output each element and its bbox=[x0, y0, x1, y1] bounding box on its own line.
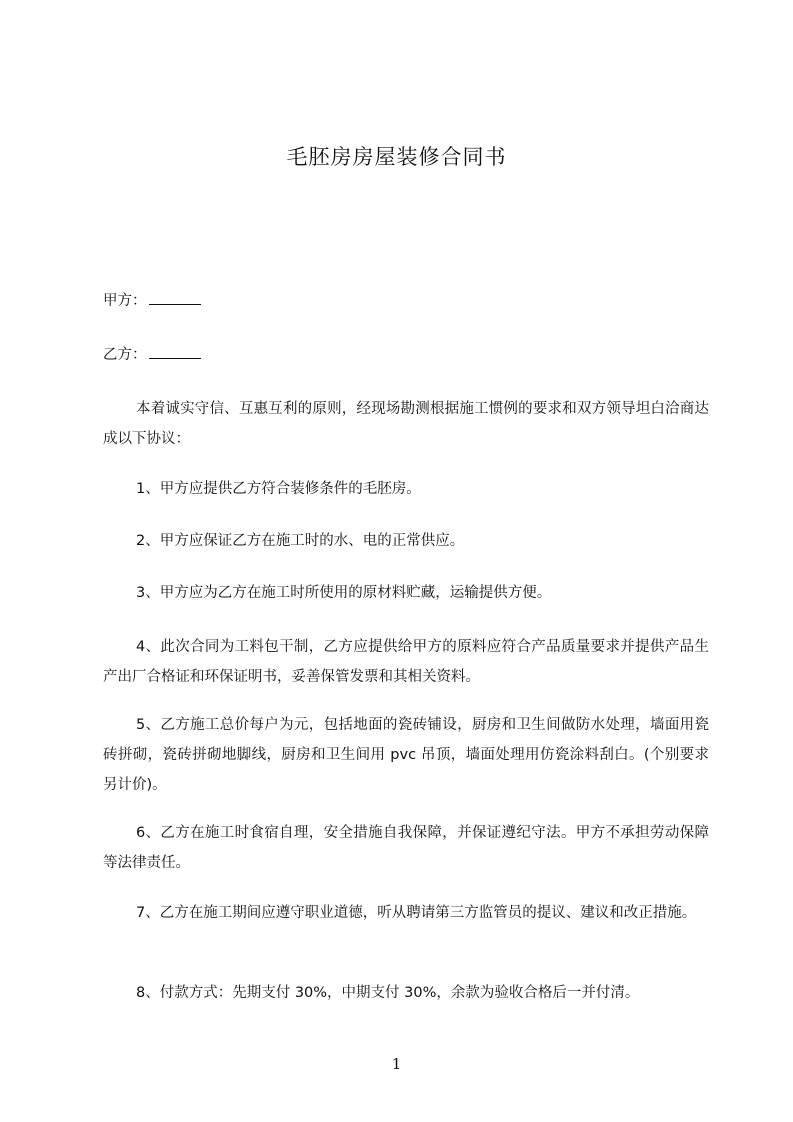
party-b-label: 乙方： bbox=[103, 347, 147, 363]
party-a-blank bbox=[149, 290, 201, 305]
clause-8: 8、付款方式：先期支付 30%，中期支付 30%，余款为验收合格后一并付清。 bbox=[136, 985, 640, 1001]
clause-2: 2、甲方应保证乙方在施工时的水、电的正常供应。 bbox=[136, 533, 465, 549]
intro-paragraph: 本着诚实守信、互惠互利的原则，经现场勘测根据施工惯例的要求和双方领导坦白洽商达成以下协议： bbox=[103, 401, 709, 447]
clause-5: 5、乙方施工总价每户为元，包括地面的瓷砖铺设，厨房和卫生间做防水处理，墙面用瓷砖拼砌，瓷砖拼砌地脚线，厨房和卫生间用 pvc 吊顶，墙面处理用仿瓷涂料刮白。(个别要求另计价)。 bbox=[103, 717, 709, 793]
party-a-label: 甲方： bbox=[103, 293, 147, 309]
clause-1: 1、甲方应提供乙方符合装修条件的毛胚房。 bbox=[136, 481, 421, 497]
clause-3: 3、甲方应为乙方在施工时所使用的原材料贮藏，运输提供方便。 bbox=[136, 585, 552, 601]
party-b-blank bbox=[149, 344, 201, 359]
party-a-line bbox=[103, 286, 709, 316]
document-title: 毛胚房房屋装修合同书 bbox=[286, 145, 507, 169]
clause-4: 4、此次合同为工料包干制，乙方应提供给甲方的原料应符合产品质量要求并提供产品生产出厂合格证和环保证明书，妥善保管发票和其相关资料。 bbox=[103, 639, 709, 685]
clause-7: 7、乙方在施工期间应遵守职业道德，听从聘请第三方监管员的提议、建议和改正措施。 bbox=[136, 905, 697, 921]
page-number: 1 bbox=[391, 1055, 402, 1073]
clause-6: 6、乙方在施工时食宿自理，安全措施自我保障，并保证遵纪守法。甲方不承担劳动保障等法律责任。 bbox=[103, 825, 709, 871]
party-b-line bbox=[103, 340, 709, 370]
